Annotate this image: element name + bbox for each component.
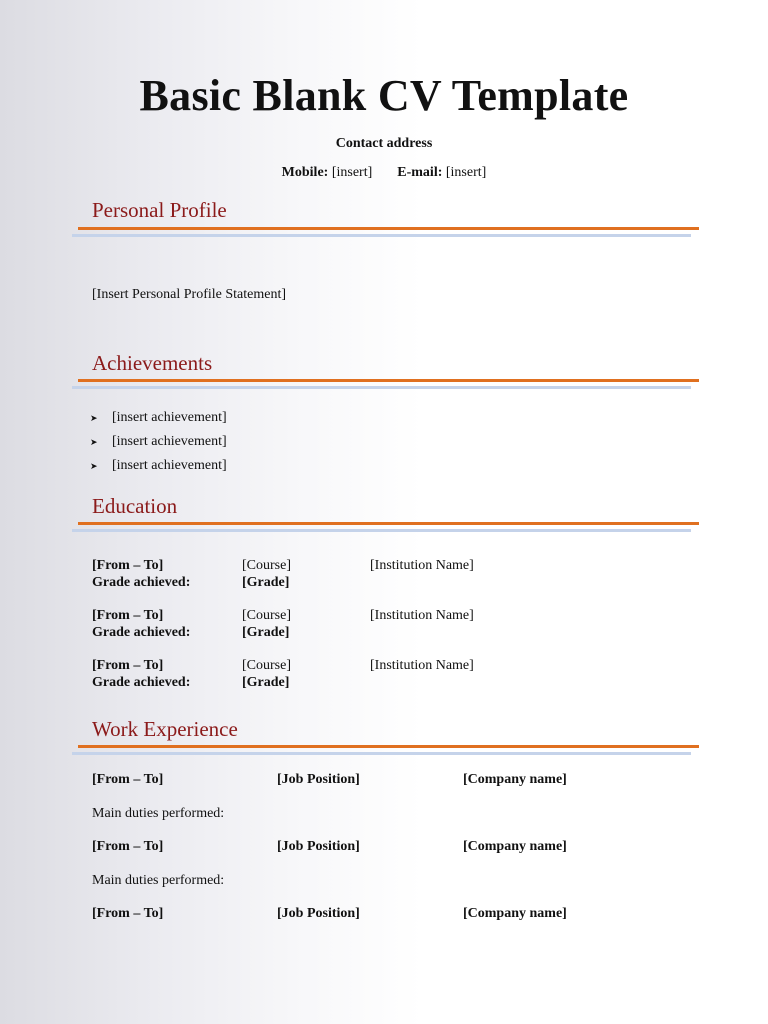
work-dates: [From – To] (92, 772, 164, 787)
education-entry (92, 607, 712, 641)
section-heading-education: Education (92, 494, 178, 518)
contact-line (0, 165, 768, 181)
section-heading-personal-profile: Personal Profile (92, 198, 227, 222)
section-divider (78, 379, 699, 382)
work-entry (92, 772, 663, 788)
grade-label: Grade achieved: (92, 675, 191, 690)
achievement-text: [insert achievement] (112, 434, 227, 449)
education-course: [Course] (242, 658, 291, 673)
education-course: [Course] (242, 608, 291, 623)
mobile-label: Mobile: (281, 165, 329, 180)
education-institution: [Institution Name] (370, 558, 474, 573)
section-divider (78, 745, 699, 748)
grade-value: [Grade] (242, 575, 290, 590)
education-dates: [From – To] (92, 658, 164, 673)
arrow-bullet-icon: ➤ (90, 437, 98, 447)
arrow-bullet-icon: ➤ (90, 413, 98, 423)
work-company: [Company name] (463, 906, 567, 921)
email-value: [insert] (445, 165, 487, 180)
work-dates: [From – To] (92, 839, 164, 854)
section-divider (78, 227, 699, 230)
personal-profile-statement: [Insert Personal Profile Statement] (92, 287, 287, 302)
education-dates: [From – To] (92, 558, 164, 573)
grade-label: Grade achieved: (92, 575, 191, 590)
arrow-bullet-icon: ➤ (90, 461, 98, 471)
contact-address: Contact address (335, 136, 433, 151)
grade-value: [Grade] (242, 675, 290, 690)
list-item (90, 454, 227, 478)
work-dates: [From – To] (92, 906, 164, 921)
work-duties: Main duties performed: (92, 873, 225, 888)
email-label: E-mail: (397, 165, 443, 180)
work-position: [Job Position] (277, 906, 360, 921)
work-position: [Job Position] (277, 839, 360, 854)
grade-label: Grade achieved: (92, 625, 191, 640)
education-entry (92, 557, 712, 591)
grade-value: [Grade] (242, 625, 290, 640)
education-entry (92, 657, 712, 691)
education-course: [Course] (242, 558, 291, 573)
section-divider-shadow (72, 752, 691, 755)
education-dates: [From – To] (92, 608, 164, 623)
achievements-list (90, 406, 227, 478)
education-institution: [Institution Name] (370, 658, 474, 673)
section-heading-work-experience: Work Experience (92, 717, 238, 741)
section-divider-shadow (72, 529, 691, 532)
section-heading-achievements: Achievements (92, 351, 213, 375)
document-title: Basic Blank CV Template (139, 71, 629, 120)
work-entry (92, 906, 663, 922)
list-item (90, 430, 227, 454)
work-position: [Job Position] (277, 772, 360, 787)
section-divider (78, 522, 699, 525)
mobile-value: [insert] (331, 165, 373, 180)
achievement-text: [insert achievement] (112, 410, 227, 425)
section-divider-shadow (72, 386, 691, 389)
work-company: [Company name] (463, 839, 567, 854)
work-company: [Company name] (463, 772, 567, 787)
achievement-text: [insert achievement] (112, 458, 227, 473)
work-duties: Main duties performed: (92, 806, 225, 821)
list-item (90, 406, 227, 430)
section-divider-shadow (72, 234, 691, 237)
work-entry (92, 839, 663, 855)
education-institution: [Institution Name] (370, 608, 474, 623)
